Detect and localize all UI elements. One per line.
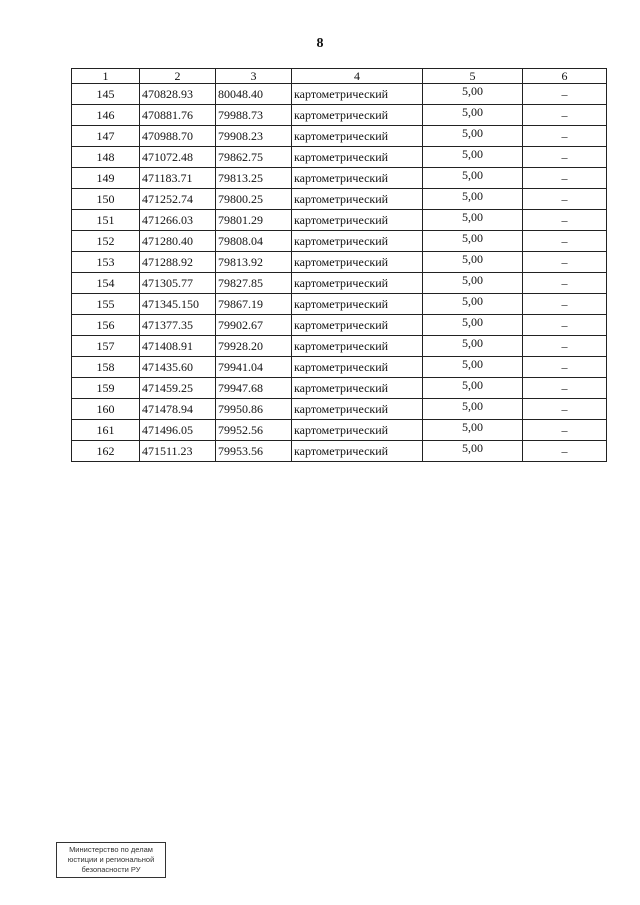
- x-coordinate-cell: 471408.91: [140, 336, 216, 357]
- method-cell: картометрический: [292, 105, 423, 126]
- y-coordinate-cell: 79813.25: [216, 168, 292, 189]
- stamp-line: безопасности РУ: [81, 865, 141, 874]
- table-row: [72, 378, 607, 399]
- x-coordinate-cell: 470828.93: [140, 84, 216, 105]
- y-coordinate-cell: 79947.68: [216, 378, 292, 399]
- y-coordinate-cell: 79800.25: [216, 189, 292, 210]
- note-cell: –: [523, 315, 607, 336]
- note-cell: –: [523, 147, 607, 168]
- point-number-cell: 155: [72, 294, 140, 315]
- accuracy-cell: 5,00: [423, 168, 523, 189]
- table-row: [72, 294, 607, 315]
- point-number-cell: 156: [72, 315, 140, 336]
- table-row: [72, 105, 607, 126]
- table-row: [72, 126, 607, 147]
- column-header: 2: [140, 69, 216, 84]
- note-cell: –: [523, 189, 607, 210]
- note-cell: –: [523, 420, 607, 441]
- note-cell: –: [523, 357, 607, 378]
- point-number-cell: 148: [72, 147, 140, 168]
- y-coordinate-cell: 79988.73: [216, 105, 292, 126]
- table-row: [72, 441, 607, 462]
- note-cell: –: [523, 441, 607, 462]
- table-row: [72, 84, 607, 105]
- note-cell: –: [523, 273, 607, 294]
- x-coordinate-cell: 471478.94: [140, 399, 216, 420]
- column-header: 3: [216, 69, 292, 84]
- table-row: [72, 168, 607, 189]
- point-number-cell: 153: [72, 252, 140, 273]
- x-coordinate-cell: 471252.74: [140, 189, 216, 210]
- accuracy-cell: 5,00: [423, 399, 523, 420]
- method-cell: картометрический: [292, 189, 423, 210]
- y-coordinate-cell: 79867.19: [216, 294, 292, 315]
- column-header: 6: [523, 69, 607, 84]
- stamp-line: юстиции и региональной: [67, 855, 155, 864]
- table-body: [72, 84, 607, 462]
- method-cell: картометрический: [292, 273, 423, 294]
- accuracy-cell: 5,00: [423, 189, 523, 210]
- x-coordinate-cell: 471072.48: [140, 147, 216, 168]
- x-coordinate-cell: 470988.70: [140, 126, 216, 147]
- accuracy-cell: 5,00: [423, 294, 523, 315]
- accuracy-cell: 5,00: [423, 336, 523, 357]
- accuracy-cell: 5,00: [423, 273, 523, 294]
- coordinates-table: [71, 68, 607, 462]
- method-cell: картометрический: [292, 357, 423, 378]
- point-number-cell: 152: [72, 231, 140, 252]
- note-cell: –: [523, 378, 607, 399]
- y-coordinate-cell: 79952.56: [216, 420, 292, 441]
- y-coordinate-cell: 79953.56: [216, 441, 292, 462]
- accuracy-cell: 5,00: [423, 252, 523, 273]
- note-cell: –: [523, 294, 607, 315]
- y-coordinate-cell: 79908.23: [216, 126, 292, 147]
- x-coordinate-cell: 471288.92: [140, 252, 216, 273]
- accuracy-cell: 5,00: [423, 378, 523, 399]
- y-coordinate-cell: 79941.04: [216, 357, 292, 378]
- x-coordinate-cell: 471459.25: [140, 378, 216, 399]
- table-row: [72, 399, 607, 420]
- point-number-cell: 151: [72, 210, 140, 231]
- accuracy-cell: 5,00: [423, 147, 523, 168]
- x-coordinate-cell: 471377.35: [140, 315, 216, 336]
- accuracy-cell: 5,00: [423, 84, 523, 105]
- method-cell: картометрический: [292, 420, 423, 441]
- note-cell: –: [523, 231, 607, 252]
- x-coordinate-cell: 471305.77: [140, 273, 216, 294]
- note-cell: –: [523, 84, 607, 105]
- point-number-cell: 157: [72, 336, 140, 357]
- point-number-cell: 161: [72, 420, 140, 441]
- method-cell: картометрический: [292, 378, 423, 399]
- accuracy-cell: 5,00: [423, 357, 523, 378]
- x-coordinate-cell: 470881.76: [140, 105, 216, 126]
- y-coordinate-cell: 79902.67: [216, 315, 292, 336]
- note-cell: –: [523, 210, 607, 231]
- note-cell: –: [523, 126, 607, 147]
- accuracy-cell: 5,00: [423, 231, 523, 252]
- note-cell: –: [523, 252, 607, 273]
- point-number-cell: 158: [72, 357, 140, 378]
- x-coordinate-cell: 471496.05: [140, 420, 216, 441]
- point-number-cell: 149: [72, 168, 140, 189]
- table-row: [72, 357, 607, 378]
- y-coordinate-cell: 79813.92: [216, 252, 292, 273]
- note-cell: –: [523, 336, 607, 357]
- note-cell: –: [523, 168, 607, 189]
- table-row: [72, 273, 607, 294]
- point-number-cell: 146: [72, 105, 140, 126]
- page-number: 8: [316, 36, 324, 51]
- accuracy-cell: 5,00: [423, 315, 523, 336]
- method-cell: картометрический: [292, 84, 423, 105]
- method-cell: картометрический: [292, 210, 423, 231]
- method-cell: картометрический: [292, 315, 423, 336]
- point-number-cell: 154: [72, 273, 140, 294]
- method-cell: картометрический: [292, 168, 423, 189]
- table-row: [72, 189, 607, 210]
- column-header: 5: [423, 69, 523, 84]
- method-cell: картометрический: [292, 441, 423, 462]
- accuracy-cell: 5,00: [423, 420, 523, 441]
- accuracy-cell: 5,00: [423, 441, 523, 462]
- point-number-cell: 162: [72, 441, 140, 462]
- x-coordinate-cell: 471183.71: [140, 168, 216, 189]
- point-number-cell: 147: [72, 126, 140, 147]
- note-cell: –: [523, 399, 607, 420]
- table-row: [72, 210, 607, 231]
- point-number-cell: 150: [72, 189, 140, 210]
- method-cell: картометрический: [292, 336, 423, 357]
- table-row: [72, 420, 607, 441]
- note-cell: –: [523, 105, 607, 126]
- y-coordinate-cell: 80048.40: [216, 84, 292, 105]
- y-coordinate-cell: 79928.20: [216, 336, 292, 357]
- y-coordinate-cell: 79827.85: [216, 273, 292, 294]
- table-row: [72, 147, 607, 168]
- point-number-cell: 145: [72, 84, 140, 105]
- method-cell: картометрический: [292, 252, 423, 273]
- x-coordinate-cell: 471511.23: [140, 441, 216, 462]
- x-coordinate-cell: 471435.60: [140, 357, 216, 378]
- stamp-line: Министерство по делам: [69, 845, 153, 854]
- accuracy-cell: 5,00: [423, 210, 523, 231]
- y-coordinate-cell: 79862.75: [216, 147, 292, 168]
- column-header: 1: [72, 69, 140, 84]
- table-header-row: [72, 69, 607, 84]
- method-cell: картометрический: [292, 126, 423, 147]
- method-cell: картометрический: [292, 294, 423, 315]
- table-row: [72, 252, 607, 273]
- x-coordinate-cell: 471345.150: [140, 294, 216, 315]
- y-coordinate-cell: 79808.04: [216, 231, 292, 252]
- accuracy-cell: 5,00: [423, 105, 523, 126]
- x-coordinate-cell: 471280.40: [140, 231, 216, 252]
- method-cell: картометрический: [292, 399, 423, 420]
- y-coordinate-cell: 79950.86: [216, 399, 292, 420]
- accuracy-cell: 5,00: [423, 126, 523, 147]
- table-row: [72, 231, 607, 252]
- ministry-stamp: [56, 842, 166, 878]
- column-header: 4: [292, 69, 423, 84]
- point-number-cell: 160: [72, 399, 140, 420]
- x-coordinate-cell: 471266.03: [140, 210, 216, 231]
- table-row: [72, 315, 607, 336]
- y-coordinate-cell: 79801.29: [216, 210, 292, 231]
- method-cell: картометрический: [292, 147, 423, 168]
- table-row: [72, 336, 607, 357]
- point-number-cell: 159: [72, 378, 140, 399]
- method-cell: картометрический: [292, 231, 423, 252]
